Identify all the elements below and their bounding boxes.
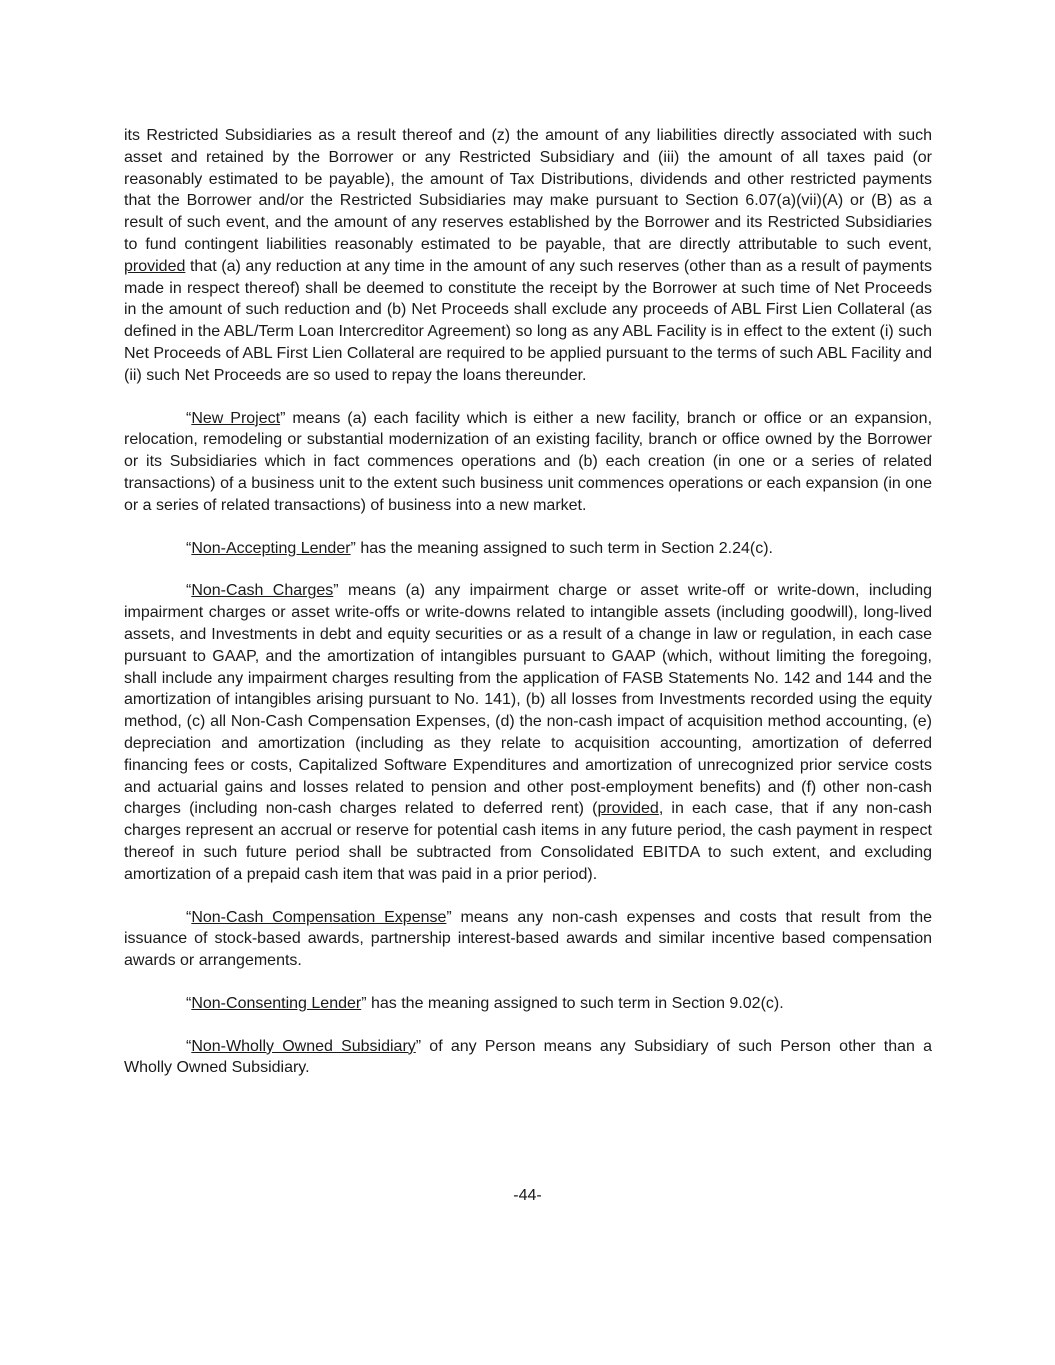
open-quote: “ [186,539,192,557]
paragraph-text: that (a) any reduction at any time in the amount of any such reserves (other than as a result of payments made in respect thereof) shall be deemed to constitute the receipt by the Borrower at such time of Net Proceeds in the amount of such reduction and (b) Net Proceeds shall exclude any proceeds of ABL First Lien Collateral (as defined in the ABL/Term Loan Intercreditor Agreement) so long as any ABL Facility is in effect to the extent (i) such Net Proceeds of ABL First Lien Collateral are required to be applied pursuant to the terms of such ABL Facility and (ii) such Net Proceeds are so used to repay the loans thereunder. [124,257,932,384]
defined-term: Non-Cash Charges [191,582,334,600]
open-quote: “ [186,582,192,600]
definition-non-consenting-lender [124,993,932,1015]
definition-new-project [124,408,932,517]
definition-non-accepting-lender [124,538,932,560]
open-quote: “ [186,1037,192,1055]
page-number: -44- [513,1187,542,1204]
defined-term: Non-Wholly Owned Subsidiary [191,1037,416,1055]
definition-text: has the meaning assigned to such term in Section 9.02(c). [366,994,784,1012]
paragraph-text: its Restricted Subsidiaries as a result thereof and (z) the amount of any liabilities directly associated with such asset and retained by the Borrower or any Restricted Subsidiary and (iii) the amount of all taxes paid (or reasonably estimated to be payable), the amount of Tax Distributions, dividends and other restricted payments that the Borrower and/or the Restricted Subsidiaries may make pursuant to Section 6.07(a)(vii)(A) or (B) as a result of such event, and the amount of any reserves established by the Borrower and its Restricted Subsidiaries to fund contingent liabilities reasonably estimated to be payable, that are directly attributable to such event, [124,127,932,253]
defined-term: Non-Accepting Lender [191,539,351,557]
underlined-term: provided [124,257,186,275]
document-body [124,125,932,1100]
paragraph-continuation [124,125,932,387]
definition-text: of any Person means any Subsidiary of such Person other than a Wholly Owned Subsidiary. [124,1037,932,1077]
defined-term: New Project [191,409,281,427]
close-quote: ” [333,582,339,600]
open-quote: “ [186,994,192,1012]
open-quote: “ [186,409,192,427]
definition-non-cash-charges [124,580,932,885]
close-quote: ” [280,409,286,427]
open-quote: “ [186,908,192,926]
definition-text: means (a) any impairment charge or asset write-off or write-down, including impairment charges or asset write-offs or write-downs related to intangible assets (including goodwill), long-lived assets, and Investments in debt and equity securities or as a result of a change in law or regulation, in each case pursuant to GAAP, and the amortization of intangibles pursuant to GAAP (which, without limiting the foregoing, shall include any impairment charges resulting from the application of FASB Statements No. 142 and 144 and the amortization of intangibles arising pursuant to No. 141), (b) all losses from Investments recorded using the equity method, (c) all Non-Cash Compensation Expenses, (d) the non-cash impact of acquisition method accounting, (e) depreciation and amortization (including as they relate to acquisition accounting, amortization of deferred financing fees or costs, Capitalized Software Expenditures and amortization of unrecognized prior service costs and actuarial gains and losses related to pension and other post-employment benefits) and (f) other non-cash charges (including non-cash charges related to deferred rent) ( [124,582,933,818]
close-quote: ” [361,994,367,1012]
definition-text: has the meaning assigned to such term in Section 2.24(c). [355,539,773,557]
close-quote: ” [350,539,356,557]
definition-text: means (a) each facility which is either a new facility, branch or office or an expansion, relocation, remodeling or substantial modernization of an existing facility, branch or office owned by the Borrower or its Subsidiaries which in fact commences operations and (b) each creation (in one or a series of related transactions) of a business unit to the extent such business unit commences operations or each expansion (in one or a series of related transactions) of business into a new market. [124,409,933,514]
defined-term: Non-Cash Compensation Expense [191,908,447,926]
definition-non-wholly-owned-subsidiary [124,1036,932,1080]
definition-text: , in each case, that if any non-cash charges represent an accrual or reserve for potential cash items in any future period, the cash payment in respect thereof in such future period shall be subtracted from Consolidated EBITDA to such extent, and excluding amortization of a prepaid cash item that was paid in a prior period). [124,800,932,883]
definition-text: means any non-cash expenses and costs that result from the issuance of stock-based awards, partnership interest-based awards and similar incentive based compensation awards or arrangements. [124,908,932,970]
underlined-term: provided [597,800,659,818]
definition-non-cash-compensation-expense [124,907,932,972]
close-quote: ” [446,908,452,926]
close-quote: ” [415,1037,422,1055]
defined-term: Non-Consenting Lender [191,994,362,1012]
